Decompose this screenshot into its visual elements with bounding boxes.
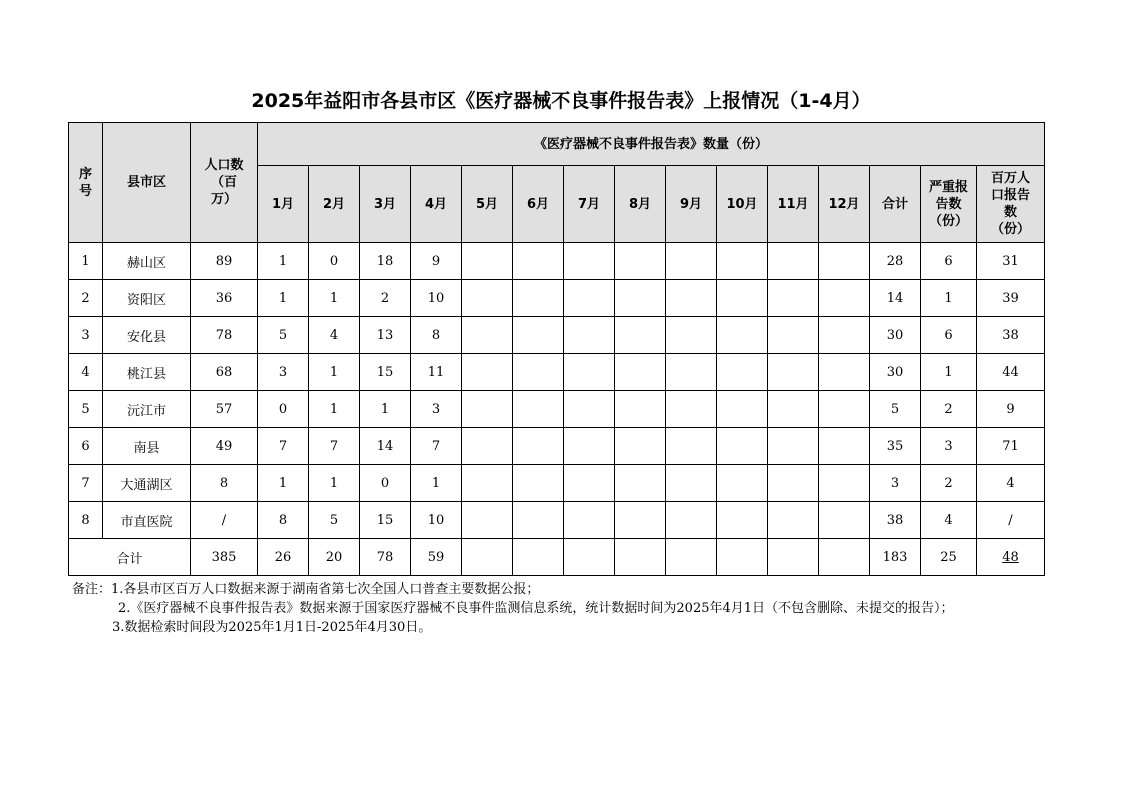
header-month: 9月 bbox=[666, 166, 717, 243]
row-month-count bbox=[513, 354, 564, 391]
header-month: 6月 bbox=[513, 166, 564, 243]
row-total: 28 bbox=[870, 243, 921, 280]
row-month-count bbox=[819, 465, 870, 502]
row-total: 35 bbox=[870, 428, 921, 465]
row-month-count bbox=[666, 502, 717, 539]
row-total: 5 bbox=[870, 391, 921, 428]
row-month-count bbox=[666, 465, 717, 502]
table-row bbox=[69, 243, 1045, 280]
row-population: 68 bbox=[191, 354, 258, 391]
notes bbox=[72, 580, 1047, 637]
header-month: 8月 bbox=[615, 166, 666, 243]
row-month-count bbox=[615, 354, 666, 391]
row-month-count bbox=[819, 391, 870, 428]
row-serious: 1 bbox=[921, 280, 977, 317]
row-county: 资阳区 bbox=[103, 280, 191, 317]
row-month-count: 9 bbox=[411, 243, 462, 280]
row-month-count bbox=[819, 428, 870, 465]
row-month-count: 1 bbox=[360, 391, 411, 428]
note-1: 备注：1.各县市区百万人口数据来源于湖南省第七次全国人口普查主要数据公报； bbox=[72, 582, 540, 597]
row-month-count: 1 bbox=[258, 465, 309, 502]
row-month-count bbox=[615, 317, 666, 354]
row-month-count bbox=[564, 502, 615, 539]
row-month-count: 1 bbox=[411, 465, 462, 502]
note-2: 2.《医疗器械不良事件报告表》数据来源于国家医疗器械不良事件监测信息系统，统计数据时间为2025年4月1日（不包含删除、未提交的报告）； bbox=[118, 601, 954, 616]
summary-month-count bbox=[819, 539, 870, 576]
header-total: 合计 bbox=[870, 166, 921, 243]
report-table bbox=[68, 122, 1045, 576]
row-seq: 7 bbox=[69, 465, 103, 502]
row-month-count: 0 bbox=[309, 243, 360, 280]
row-total: 3 bbox=[870, 465, 921, 502]
row-population: 36 bbox=[191, 280, 258, 317]
row-population: 78 bbox=[191, 317, 258, 354]
row-per-million: 44 bbox=[977, 354, 1045, 391]
summary-month-count bbox=[462, 539, 513, 576]
row-month-count bbox=[768, 280, 819, 317]
row-per-million: / bbox=[977, 502, 1045, 539]
row-county: 南县 bbox=[103, 428, 191, 465]
row-month-count bbox=[717, 465, 768, 502]
row-month-count bbox=[564, 391, 615, 428]
row-county: 大通湖区 bbox=[103, 465, 191, 502]
summary-month-count: 26 bbox=[258, 539, 309, 576]
row-month-count bbox=[819, 502, 870, 539]
row-month-count: 14 bbox=[360, 428, 411, 465]
row-month-count: 15 bbox=[360, 354, 411, 391]
row-month-count: 1 bbox=[309, 391, 360, 428]
row-month-count bbox=[615, 243, 666, 280]
header-serious: 严重报 告数 （份） bbox=[921, 166, 977, 243]
row-total: 30 bbox=[870, 354, 921, 391]
note-3: 3.数据检索时间段为2025年1月1日-2025年4月30日。 bbox=[112, 620, 432, 635]
row-population: 89 bbox=[191, 243, 258, 280]
page-title: 2025年益阳市各县市区《医疗器械不良事件报告表》上报情况（1-4月） bbox=[251, 90, 871, 112]
summary-label: 合计 bbox=[69, 539, 191, 576]
header-month: 1月 bbox=[258, 166, 309, 243]
row-month-count bbox=[462, 502, 513, 539]
row-seq: 3 bbox=[69, 317, 103, 354]
row-month-count bbox=[768, 502, 819, 539]
row-total: 38 bbox=[870, 502, 921, 539]
row-serious: 6 bbox=[921, 317, 977, 354]
row-population: 57 bbox=[191, 391, 258, 428]
header-month: 2月 bbox=[309, 166, 360, 243]
row-month-count: 1 bbox=[309, 280, 360, 317]
summary-per-million bbox=[977, 539, 1045, 576]
header-population: 人口数 （百 万） bbox=[191, 123, 258, 243]
summary-serious: 25 bbox=[921, 539, 977, 576]
row-month-count bbox=[819, 317, 870, 354]
row-seq: 6 bbox=[69, 428, 103, 465]
row-month-count: 1 bbox=[258, 280, 309, 317]
row-month-count bbox=[717, 243, 768, 280]
header-month: 10月 bbox=[717, 166, 768, 243]
row-month-count bbox=[615, 502, 666, 539]
row-month-count: 0 bbox=[360, 465, 411, 502]
row-month-count: 3 bbox=[411, 391, 462, 428]
row-county: 桃江县 bbox=[103, 354, 191, 391]
row-month-count bbox=[666, 428, 717, 465]
row-month-count bbox=[819, 243, 870, 280]
row-serious: 4 bbox=[921, 502, 977, 539]
row-month-count bbox=[462, 391, 513, 428]
row-month-count bbox=[462, 354, 513, 391]
row-population: 8 bbox=[191, 465, 258, 502]
row-month-count: 5 bbox=[258, 317, 309, 354]
header-month: 11月 bbox=[768, 166, 819, 243]
row-month-count bbox=[564, 354, 615, 391]
summary-month-count bbox=[768, 539, 819, 576]
row-seq: 4 bbox=[69, 354, 103, 391]
row-month-count bbox=[717, 280, 768, 317]
row-month-count bbox=[666, 354, 717, 391]
row-month-count bbox=[513, 502, 564, 539]
row-month-count bbox=[564, 428, 615, 465]
row-month-count: 7 bbox=[411, 428, 462, 465]
row-total: 30 bbox=[870, 317, 921, 354]
row-month-count bbox=[615, 465, 666, 502]
header-month: 5月 bbox=[462, 166, 513, 243]
row-month-count bbox=[513, 280, 564, 317]
header-per-million: 百万人 口报告 数 （份） bbox=[977, 166, 1045, 243]
header-month: 4月 bbox=[411, 166, 462, 243]
row-month-count bbox=[513, 428, 564, 465]
row-month-count: 8 bbox=[258, 502, 309, 539]
row-month-count bbox=[666, 243, 717, 280]
summary-month-count: 78 bbox=[360, 539, 411, 576]
summary-month-count: 20 bbox=[309, 539, 360, 576]
row-month-count: 1 bbox=[309, 354, 360, 391]
row-month-count bbox=[462, 243, 513, 280]
row-per-million: 38 bbox=[977, 317, 1045, 354]
row-month-count: 3 bbox=[258, 354, 309, 391]
row-month-count bbox=[564, 280, 615, 317]
row-month-count bbox=[615, 391, 666, 428]
row-per-million: 31 bbox=[977, 243, 1045, 280]
row-serious: 1 bbox=[921, 354, 977, 391]
row-month-count bbox=[615, 280, 666, 317]
row-month-count bbox=[768, 243, 819, 280]
row-month-count bbox=[768, 391, 819, 428]
summary-row bbox=[69, 539, 1045, 576]
row-seq: 5 bbox=[69, 391, 103, 428]
row-month-count bbox=[564, 317, 615, 354]
row-month-count bbox=[513, 391, 564, 428]
table-row bbox=[69, 317, 1045, 354]
row-per-million: 9 bbox=[977, 391, 1045, 428]
summary-population: 385 bbox=[191, 539, 258, 576]
row-county: 安化县 bbox=[103, 317, 191, 354]
row-month-count: 15 bbox=[360, 502, 411, 539]
row-month-count bbox=[717, 502, 768, 539]
row-month-count: 1 bbox=[258, 243, 309, 280]
header-month: 12月 bbox=[819, 166, 870, 243]
row-month-count bbox=[666, 280, 717, 317]
row-seq: 1 bbox=[69, 243, 103, 280]
table-row bbox=[69, 465, 1045, 502]
header-month: 7月 bbox=[564, 166, 615, 243]
table-row bbox=[69, 502, 1045, 539]
row-month-count bbox=[768, 354, 819, 391]
row-month-count bbox=[768, 465, 819, 502]
row-per-million: 39 bbox=[977, 280, 1045, 317]
header-month: 3月 bbox=[360, 166, 411, 243]
summary-total: 183 bbox=[870, 539, 921, 576]
row-month-count bbox=[564, 243, 615, 280]
row-month-count bbox=[666, 317, 717, 354]
table-row bbox=[69, 354, 1045, 391]
row-month-count bbox=[462, 465, 513, 502]
row-month-count: 11 bbox=[411, 354, 462, 391]
header-seq: 序 号 bbox=[69, 123, 103, 243]
row-per-million: 71 bbox=[977, 428, 1045, 465]
row-month-count bbox=[564, 465, 615, 502]
row-month-count bbox=[819, 280, 870, 317]
row-month-count bbox=[462, 428, 513, 465]
row-county: 赫山区 bbox=[103, 243, 191, 280]
row-serious: 2 bbox=[921, 465, 977, 502]
row-serious: 2 bbox=[921, 391, 977, 428]
row-month-count bbox=[717, 428, 768, 465]
row-month-count: 7 bbox=[258, 428, 309, 465]
summary-month-count bbox=[615, 539, 666, 576]
header-report-count-group: 《医疗器械不良事件报告表》数量（份） bbox=[258, 123, 1045, 166]
row-seq: 8 bbox=[69, 502, 103, 539]
row-month-count: 18 bbox=[360, 243, 411, 280]
row-month-count bbox=[462, 280, 513, 317]
row-month-count: 10 bbox=[411, 280, 462, 317]
row-month-count: 4 bbox=[309, 317, 360, 354]
row-month-count: 7 bbox=[309, 428, 360, 465]
row-population: / bbox=[191, 502, 258, 539]
row-month-count: 5 bbox=[309, 502, 360, 539]
row-total: 14 bbox=[870, 280, 921, 317]
row-month-count bbox=[717, 317, 768, 354]
row-month-count bbox=[768, 428, 819, 465]
row-month-count: 0 bbox=[258, 391, 309, 428]
header-county: 县市区 bbox=[103, 123, 191, 243]
row-seq: 2 bbox=[69, 280, 103, 317]
row-month-count bbox=[666, 391, 717, 428]
row-serious: 6 bbox=[921, 243, 977, 280]
row-month-count bbox=[717, 391, 768, 428]
row-month-count bbox=[513, 465, 564, 502]
summary-month-count bbox=[513, 539, 564, 576]
row-county: 市直医院 bbox=[103, 502, 191, 539]
summary-month-count bbox=[666, 539, 717, 576]
row-month-count: 1 bbox=[309, 465, 360, 502]
row-population: 49 bbox=[191, 428, 258, 465]
summary-per-million-value: 48 bbox=[1002, 549, 1019, 565]
row-month-count bbox=[462, 317, 513, 354]
summary-month-count: 59 bbox=[411, 539, 462, 576]
row-county: 沅江市 bbox=[103, 391, 191, 428]
row-month-count bbox=[615, 428, 666, 465]
row-month-count bbox=[819, 354, 870, 391]
row-month-count: 10 bbox=[411, 502, 462, 539]
table-row bbox=[69, 428, 1045, 465]
table-body bbox=[69, 243, 1045, 576]
row-month-count: 8 bbox=[411, 317, 462, 354]
row-per-million: 4 bbox=[977, 465, 1045, 502]
row-month-count: 2 bbox=[360, 280, 411, 317]
row-month-count bbox=[717, 354, 768, 391]
summary-month-count bbox=[564, 539, 615, 576]
summary-month-count bbox=[717, 539, 768, 576]
table-row bbox=[69, 391, 1045, 428]
row-serious: 3 bbox=[921, 428, 977, 465]
row-month-count bbox=[513, 317, 564, 354]
row-month-count bbox=[513, 243, 564, 280]
table-row bbox=[69, 280, 1045, 317]
row-month-count bbox=[768, 317, 819, 354]
row-month-count: 13 bbox=[360, 317, 411, 354]
